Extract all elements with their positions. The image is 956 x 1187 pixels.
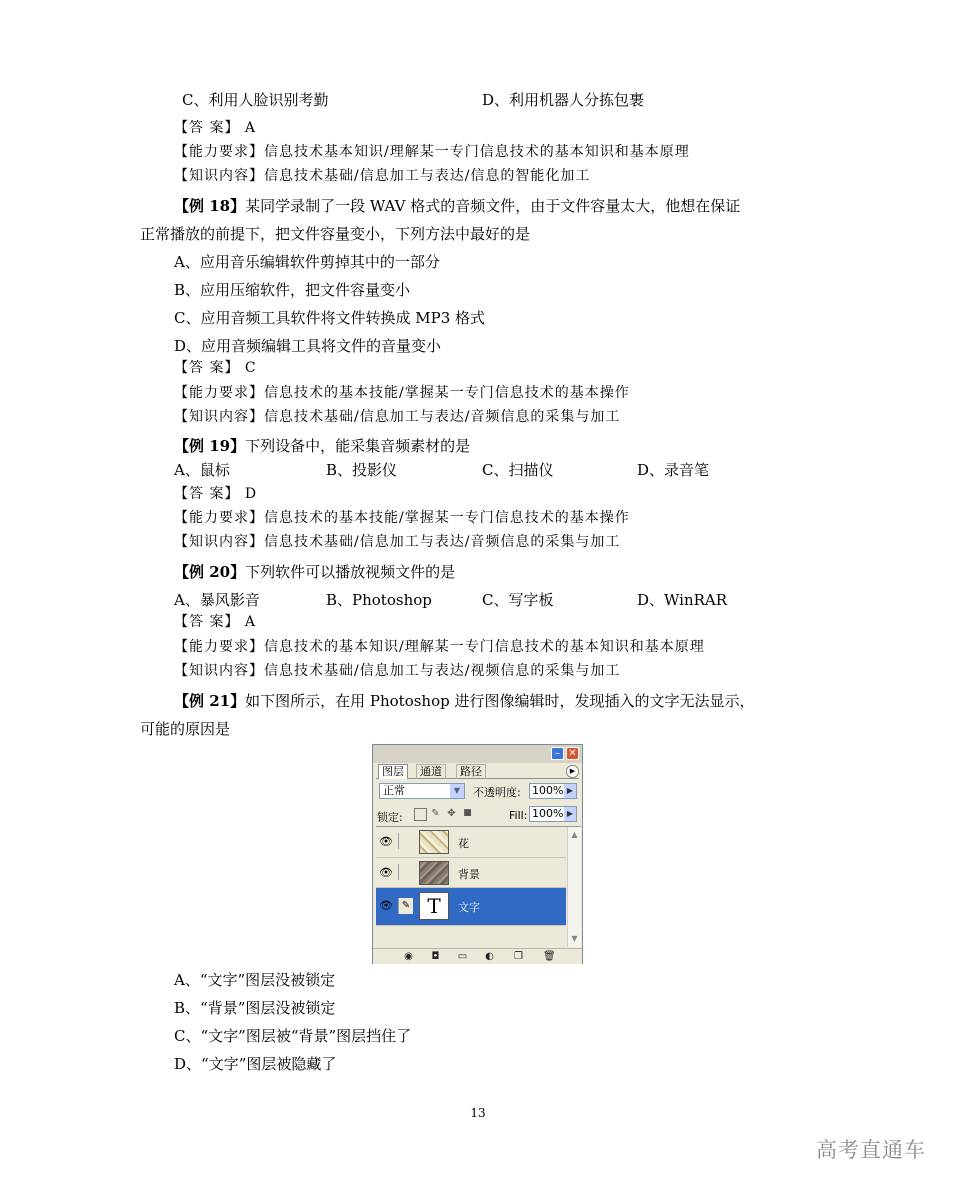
q21-stem-line2: 可能的原因是 [140,720,231,738]
close-icon[interactable]: ✕ [566,747,579,760]
answer-value: C [244,360,257,376]
eye-icon[interactable]: 👁 [379,866,393,879]
layers-panel [372,744,583,964]
layer-mask-icon[interactable]: ◘ [431,951,440,962]
q18-option-d: D、应用音频编辑工具将文件的音量变小 [174,337,442,355]
q18-tag: 【例 18】 [174,197,246,215]
chevron-down-icon: ▼ [450,784,464,798]
ability-value: 信息技术的基本知识/理解某一专门信息技术的基本知识和基本原理 [264,639,705,655]
watermark: 高考直通车 [816,1138,926,1162]
ability-value: 信息技术的基本技能/掌握某一专门信息技术的基本操作 [264,385,630,401]
q20-answer [174,612,256,632]
panel-menu-arrow-icon[interactable]: ▶ [566,765,579,778]
q19-stem-text: 下列设备中，能采集音频素材的是 [245,437,471,455]
lock-all-icon[interactable]: ■ [463,808,472,818]
ability-label: 【能力要求】 [174,510,264,526]
tab-layers[interactable]: 图层 [378,764,408,779]
fill-arrow-icon[interactable]: ▶ [564,807,576,821]
page-number: 13 [470,1106,486,1120]
layer-name: 花 [458,837,469,850]
q18-option-a: A、应用音乐编辑软件剪掉其中的一部分 [174,253,440,271]
q21-stem-line1 [174,691,754,711]
lock-brush-icon[interactable]: ✎ [431,808,440,819]
knowledge-label: 【知识内容】 [174,663,264,679]
q20-option-b: B、Photoshop [326,591,432,609]
q21-tag: 【例 21】 [174,692,246,710]
q19-option-b: B、投影仪 [326,461,398,479]
q17-answer [174,118,256,138]
new-layer-icon[interactable]: ❐ [514,951,523,962]
opacity-field[interactable] [529,783,577,799]
knowledge-label: 【知识内容】 [174,534,264,550]
q18-option-c: C、应用音频工具软件将文件转换成 MP3 格式 [174,309,486,327]
q20-tag: 【例 20】 [174,563,246,581]
answer-value: A [244,614,257,630]
q17-option-c: C、利用人脸识别考勤 [182,91,329,109]
panel-tabs [376,764,579,779]
layers-list [376,826,581,947]
knowledge-value: 信息技术基础/信息加工与表达/信息的智能化加工 [264,168,591,184]
scroll-down-icon[interactable]: ▼ [571,934,578,943]
knowledge-value: 信息技术基础/信息加工与表达/音频信息的采集与加工 [264,534,621,550]
q17-option-d: D、利用机器人分拣包裹 [482,91,645,109]
eye-icon[interactable]: 👁 [379,835,393,848]
layer-row-text-selected[interactable] [376,888,566,926]
tab-paths[interactable]: 路径 [456,764,486,779]
q18-ability [174,383,630,403]
fill-label: Fill: [509,809,528,822]
answer-label: 【答 案】 [174,360,240,376]
layer-style-icon[interactable]: ◉ [404,951,413,962]
answer-value: A [244,120,257,136]
q18-stem1: 某同学录制了一段 WAV 格式的音频文件，由于文件容量太大，他想在保证 [245,197,741,215]
eye-icon[interactable]: 👁 [379,899,393,912]
q20-stem [174,562,455,582]
opacity-value: 100% [532,784,564,797]
q19-answer [174,484,257,504]
q20-option-c: C、写字板 [482,591,554,609]
blend-mode-value: 正常 [383,784,405,797]
answer-label: 【答 案】 [174,614,240,630]
layer-name: 文字 [458,901,480,914]
link-box[interactable] [398,833,413,849]
fill-value: 100% [532,807,564,820]
knowledge-value: 信息技术基础/信息加工与表达/视频信息的采集与加工 [264,663,621,679]
q20-ability [174,637,705,657]
q18-knowledge [174,407,620,427]
q17-ability [174,142,690,162]
q17-knowledge [174,166,590,186]
q19-knowledge [174,532,620,552]
brush-icon[interactable]: ✎ [398,898,413,914]
layers-scrollbar[interactable] [567,827,581,947]
q20-option-a: A、暴风影音 [174,591,260,609]
q19-option-a: A、鼠标 [174,461,230,479]
blend-mode-select[interactable] [379,783,465,799]
adjustment-layer-icon[interactable]: ◐ [485,951,494,962]
new-group-icon[interactable]: ▭ [457,951,468,962]
layer-row-background[interactable] [376,858,566,888]
q18-option-b: B、应用压缩软件，把文件容量变小 [174,281,411,299]
ability-value: 信息技术基本知识/理解某一专门信息技术的基本知识和基本原理 [264,144,690,160]
ability-value: 信息技术的基本技能/掌握某一专门信息技术的基本操作 [264,510,630,526]
ability-label: 【能力要求】 [174,385,264,401]
type-layer-thumbnail-icon: T [419,892,449,920]
opacity-label: 不透明度: [473,786,521,799]
q21-stem1: 如下图所示，在用 Photoshop 进行图像编辑时，发现插入的文字无法显示， [245,692,755,710]
fill-field[interactable] [529,806,577,822]
knowledge-label: 【知识内容】 [174,168,264,184]
knowledge-label: 【知识内容】 [174,409,264,425]
minimize-icon[interactable]: – [551,747,564,760]
answer-label: 【答 案】 [174,120,240,136]
q19-ability [174,508,630,528]
tab-channels[interactable]: 通道 [416,764,446,779]
q20-option-d: D、WinRAR [637,591,728,609]
q21-option-c: C、“文字”图层被“背景”图层挡住了 [174,1027,412,1045]
q21-option-a: A、“文字”图层没被锁定 [174,971,336,989]
q19-tag: 【例 19】 [174,437,246,455]
answer-label: 【答 案】 [174,486,240,502]
opacity-arrow-icon[interactable]: ▶ [564,784,576,798]
lock-label: 锁定: [377,811,403,824]
lock-transparency-icon[interactable] [414,808,427,821]
q21-option-d: D、“文字”图层被隐藏了 [174,1055,337,1073]
q21-option-b: B、“背景”图层没被锁定 [174,999,336,1017]
panel-titlebar [373,745,582,763]
panel-bottom-toolbar [373,948,582,964]
scroll-up-icon[interactable]: ▲ [571,830,578,839]
q18-answer [174,358,257,378]
trash-icon[interactable]: 🗑 [543,951,556,962]
answer-value: D [244,486,258,502]
layer-row-flower[interactable] [376,827,566,858]
layer-name: 背景 [458,868,480,881]
q20-stem-text: 下列软件可以播放视频文件的是 [245,563,456,581]
lock-move-icon[interactable]: ✥ [447,808,456,819]
q19-option-c: C、扫描仪 [482,461,554,479]
q19-option-d: D、录音笔 [637,461,710,479]
texture-thumbnail-icon [419,861,449,885]
q18-stem-line2: 正常播放的前提下，把文件容量变小，下列方法中最好的是 [140,225,531,243]
ability-label: 【能力要求】 [174,639,264,655]
knowledge-value: 信息技术基础/信息加工与表达/音频信息的采集与加工 [264,409,621,425]
q18-stem-line1 [174,196,740,216]
q19-stem [174,436,470,456]
q20-knowledge [174,661,620,681]
flower-thumbnail-icon [419,830,449,854]
link-box[interactable] [398,864,413,880]
ability-label: 【能力要求】 [174,144,264,160]
